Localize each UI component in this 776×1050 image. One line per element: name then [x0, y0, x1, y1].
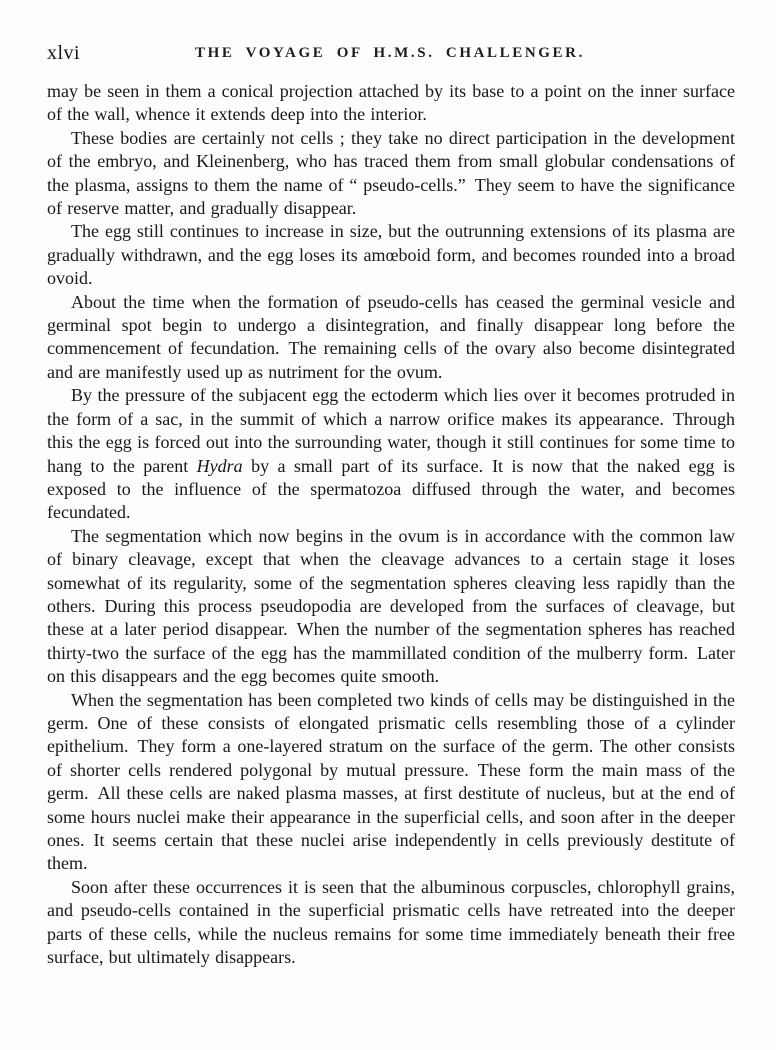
- text-run: When the segmentation has been completed two kinds of cells may be distinguished in the germ. One of these consists of elongated prismatic cells resembling those of a cylinder epithelium. They form a one-layered stratum on the surface of the germ. The other consists of shorter cells rendered polygonal by mutual pressure. These form the main mass of the germ. All these cells are naked plasma masses, at first destitute of nucleus, but at the end of some hours nuclei make their appearance in the superficial cells, and soon after in the deeper ones. It seems certain that these nuclei arise independently in cells previously destitute of them.: [47, 689, 735, 874]
- paragraph: [47, 80, 735, 127]
- page-number: xlvi: [47, 42, 81, 64]
- page-header: [47, 42, 733, 66]
- paragraph: [47, 384, 735, 524]
- paragraph: [47, 127, 735, 221]
- text-run: by a small part of its surface. It is now that the naked egg is exposed to the influence of the spermatozoa diffused through the water, and becomes fecundated.: [47, 455, 735, 523]
- text-run: may be seen in them a conical projection attached by its base to a point on the inner surface of the wall, whence it extends deep into the interior.: [47, 81, 735, 125]
- text-run: About the time when the formation of pseudo-cells has ceased the germinal vesicle and germinal spot begin to undergo a disintegration, and finally disappear long before the commencement of fecundation. The remaining cells of the ovary also become disintegrated and are manifestly used up as nutriment for the ovum.: [47, 291, 735, 382]
- italic-text-run: Hydra: [196, 455, 243, 476]
- paragraph: [47, 876, 735, 970]
- paragraph: [47, 220, 735, 290]
- paragraph: [47, 689, 735, 876]
- paragraph: [47, 291, 735, 385]
- running-title: THE VOYAGE OF H.M.S. CHALLENGER.: [195, 45, 585, 61]
- text-run: By the pressure of the subjacent egg the ectoderm which lies over it becomes protruded in the form of a sac, in the summit of which a narrow orifice makes its appearance. Through this the egg is forced out into the surrounding water, though it still continues for some time to hang to the parent: [47, 385, 735, 476]
- paragraph: [47, 525, 735, 689]
- text-run: These bodies are certainly not cells ; they take no direct participation in the development of the embryo, and Kleinenberg, who has traced them from small globular condensations of the plasma, assigns to them the name of “ pseudo-cells.” They seem to have the significance of reserve matter, and gradually disappear.: [47, 127, 735, 219]
- page-body: [47, 80, 735, 969]
- text-run: The segmentation which now begins in the ovum is in accordance with the common law of binary cleavage, except that when the cleavage advances to a certain stage it loses somewhat of its regularity, some of the segmentation spheres cleaving less rapidly than the others. During this process pseudopodia are developed from the surfaces of cleavage, but these at a later period disappear. When the number of the segmentation spheres has reached thirty-two the surface of the egg has the mammillated condition of the mulberry form. Later on this disappears and the egg becomes quite smooth.: [47, 525, 735, 687]
- text-run: The egg still continues to increase in size, but the outrunning extensions of its plasma are gradually withdrawn, and the egg loses its amœboid form, and becomes rounded into a broad ovoid.: [47, 221, 735, 289]
- text-run: Soon after these occurrences it is seen that the albuminous corpuscles, chlorophyll grains, and pseudo-cells contained in the superficial prismatic cells have retreated into the deeper parts of these cells, while the nucleus remains for some time immediately beneath their free surface, but ultimately disappears.: [47, 876, 735, 968]
